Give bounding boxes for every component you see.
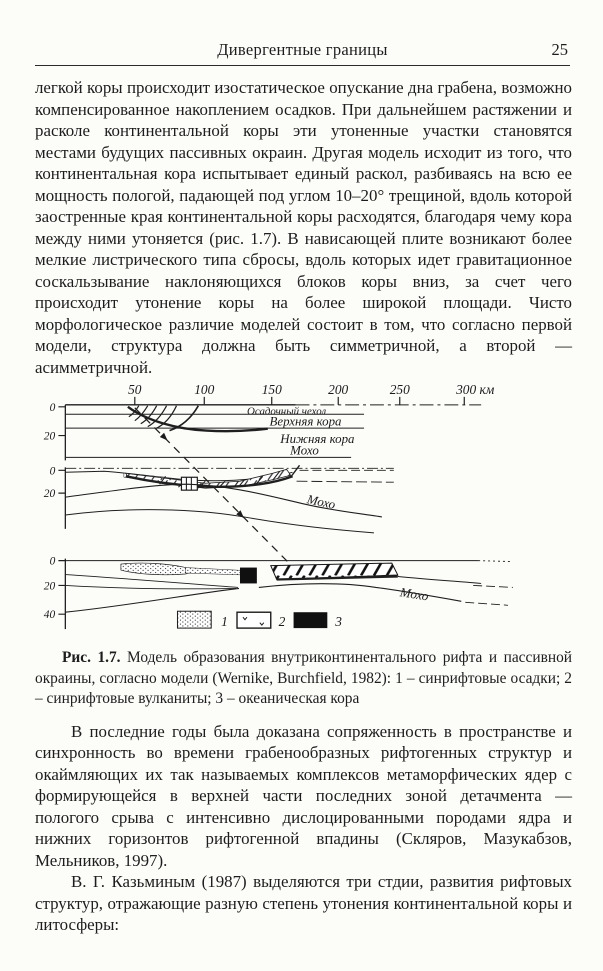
depth-label: 0 [49, 555, 56, 568]
synrift-sediments [121, 563, 192, 575]
depth-label: 40 [43, 609, 56, 622]
paragraph-1: легкой коры происходит изостатическое опускание дна грабена, возможно компенсированное накоплением осадков. При дальнейшем растяжении и расколе континентальной коры эти утоненные участки становятся местами будущих пассивных окраин. Другая модель исходит из того, что континентальная кора испытывает единый раскол, разбиваясь на всю ее мощность пологой, падающей под углом 10–20° трещиной, вдоль которой заостренные края континентальной коры расходятся, благодаря чему кора между ними утоняется (рис. 1.7). В нависающей плите возникают более мелкие листрического типа сбросы, вдоль которых идет гравитационное соскальзывание наклоняющихся блоков коры вниз, за счет чего происходит утонение коры на более широкой площади. Чисто морфологическое различие моделей состоит в том, что согласно первой модели, структура должна быть симметричной, а второй — асимметричной. [35, 78, 572, 377]
scale-tick-label: 300 км [456, 381, 495, 397]
page-header [35, 40, 570, 66]
distance-scale-axis [128, 382, 495, 405]
legend-number: 1 [221, 614, 228, 630]
depth-label: 20 [43, 430, 56, 443]
depth-label: 0 [49, 401, 56, 414]
moho-label: Мохо [305, 492, 337, 512]
rift-cross-sections-diagram [35, 381, 572, 641]
legend-swatch-oceanic-crust [294, 612, 328, 628]
running-head: Дивергентные границы [217, 40, 388, 59]
legend-swatch-synrift-volcanics [237, 612, 271, 628]
sediment-cover-label: Осадочный чехол [247, 405, 327, 418]
scale-tick-label: 50 [128, 381, 142, 397]
scale-tick-label: 150 [261, 381, 282, 397]
upper-crust-label: Верхняя кора [269, 414, 342, 429]
figure-caption-label: Рис. 1.7. [62, 649, 121, 666]
cross-section-panel-1 [44, 402, 481, 461]
scale-tick-label: 100 [194, 381, 215, 397]
figure-legend [177, 611, 342, 629]
page-number: 25 [551, 40, 568, 59]
legend-number: 3 [335, 614, 342, 630]
scale-tick-label: 250 [389, 381, 410, 397]
moho-label: Мохо [290, 443, 319, 458]
cross-section-panel-2 [44, 465, 394, 533]
scale-tick-label: 200 [328, 381, 349, 397]
lower-crust-label: Нижняя кора [280, 432, 355, 447]
legend-swatch-synrift-sediments [177, 611, 211, 628]
depth-label: 0 [49, 465, 56, 478]
oceanic-crust-block [240, 568, 257, 584]
depth-label: 20 [43, 488, 56, 501]
paragraph-3: В. Г. Казьминым (1987) выделяются три стдии, развития рифтовых структур, отражающие разную степень утонения континентальной коры и литосферы: [35, 872, 572, 935]
figure-caption-text: Модель образования внутриконтинентального рифта и пассивной окраины, согласно модели (Wernike, Burchfield, 1982): 1 – синрифтовые осадки; 2 – синрифтовые вулканиты; 3 – океаническая кора [35, 649, 573, 708]
figure-caption [35, 648, 572, 710]
legend-number: 2 [278, 614, 286, 630]
paragraph-2: В последние годы была доказана сопряженность в пространстве и синхронность во времени грабенообразных рифтогенных структур и окаймляющих их так называемых комплексов метаморфических ядер с формирующейся в верхней части последних зоной детачмента — пологого срыва с интенсивно дислоцированными породами ядра и нижних горизонтов рифтогенной впадины (Скляров, Мазукабзов, Мельников, 1997). [35, 721, 572, 870]
page-content [35, 77, 572, 936]
moho-label: Мохо [399, 585, 430, 604]
depth-label: 20 [43, 580, 56, 593]
figure-1-7 [35, 381, 572, 641]
